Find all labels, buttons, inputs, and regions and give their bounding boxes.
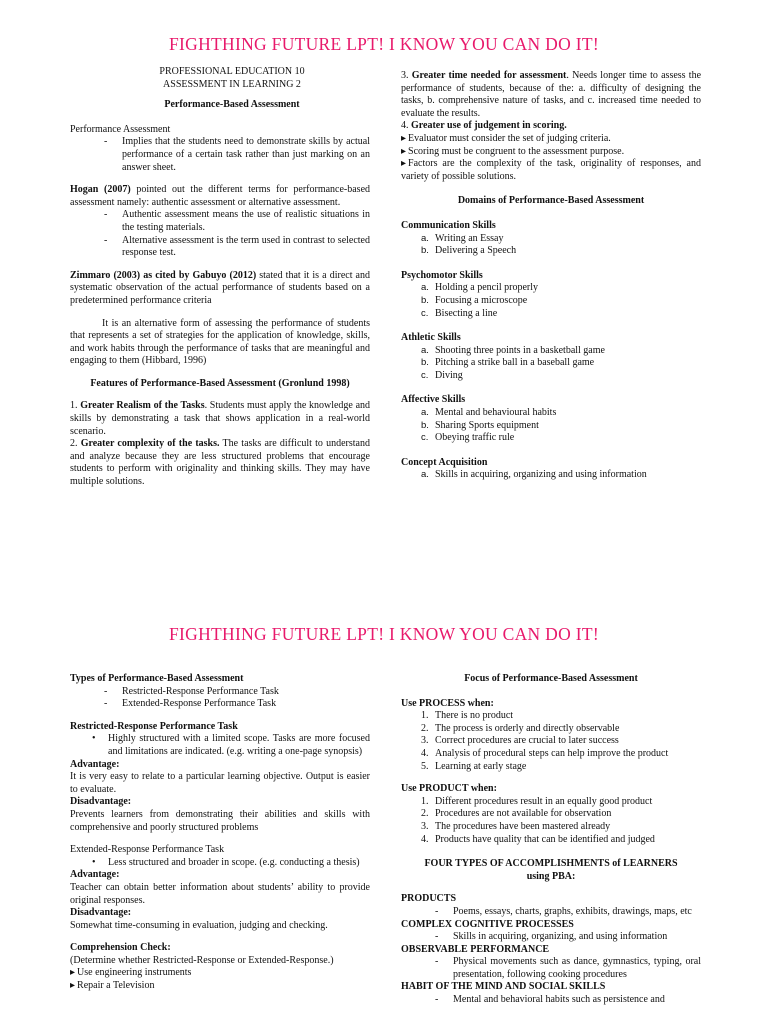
- item-marker: a.: [421, 469, 429, 481]
- item-number: 3.: [421, 735, 429, 747]
- list-item: - Skills in acquiring, organizing, and using information: [453, 931, 701, 944]
- accomplishment-title: PRODUCTS: [401, 893, 457, 905]
- pa-label: Performance Assessment: [70, 123, 171, 135]
- item-marker: b.: [421, 294, 429, 306]
- item-number: 4.: [421, 833, 429, 845]
- domain-items: [401, 407, 701, 445]
- feature-text: . Needs longer time to assess the performance of students, because of the: a. difficulty of designing the tasks, b. comprehensive nature of tasks, and c. increased time needed to evaluate the results.: [401, 70, 702, 119]
- types-list: [70, 686, 370, 711]
- item-text: The procedures have been mastered already: [435, 820, 611, 832]
- feature-number: 4.: [401, 120, 409, 132]
- page2-left-column: [70, 673, 370, 993]
- product-title: Use PRODUCT when:: [401, 783, 497, 795]
- list-item: • Highly structured with a limited scope. Tasks are more focused and limitations are indicated. (e.g. writing a one-page synopsis): [108, 733, 370, 758]
- list-item: [421, 245, 701, 258]
- item-number: 1.: [421, 795, 429, 807]
- feature-title: Greater time needed for assessment: [411, 70, 567, 81]
- item-text: Pitching a strike ball in a baseball game: [435, 357, 595, 369]
- accomplishments-list: [401, 893, 701, 1006]
- advantage-label: Advantage:: [70, 758, 120, 770]
- list-item: [421, 723, 701, 736]
- zimmaro-paragraph: [70, 270, 370, 308]
- er-advantage: Teacher can obtain better information about students’ ability to provide original responses.: [70, 881, 370, 906]
- item-marker: a.: [421, 344, 429, 356]
- item-marker: a.: [421, 407, 429, 419]
- list-item: [421, 295, 701, 308]
- course-title: PROFESSIONAL EDUCATION 10: [159, 66, 305, 77]
- item-marker: c.: [421, 369, 429, 381]
- accomplishment-items: [401, 931, 701, 944]
- list-item: - Extended-Response Performance Task: [122, 698, 370, 711]
- feature-3: [401, 70, 701, 120]
- list-item: [421, 808, 701, 821]
- list-item: - Physical movements such as dance, gymnastics, typing, oral presentation, following cooking procedures: [453, 956, 701, 981]
- item-text: Sharing Sports equipment: [435, 419, 539, 431]
- er-list: [70, 857, 370, 870]
- product-list: [401, 796, 701, 846]
- list-item: - Implies that the students need to demonstrate skills by actual performance of a certain task rather than just marking on an answer sheet.: [122, 136, 370, 174]
- feature-title: Greater Realism of the Tasks: [80, 400, 205, 412]
- rr-disadvantage: Prevents learners from demonstrating their abilities and skills with comprehensive and poorly structured problems: [70, 808, 370, 833]
- list-item: [421, 370, 701, 383]
- domain-items: [401, 345, 701, 383]
- types-title: Types of Performance-Based Assessment: [70, 673, 244, 684]
- pa-list: [70, 136, 370, 174]
- alt-form-paragraph: It is an alternative form of assessing the performance of students that represents a set of strategies for the application of knowledge, skills, and work habits through the performance of tasks that are meaningful and engaging to them (Hibbard, 1996): [70, 317, 370, 367]
- accomplishment-title: HABIT OF THE MIND AND SOCIAL SKILLS: [401, 981, 606, 993]
- list-item: [421, 748, 701, 761]
- domains-list: [401, 220, 701, 482]
- accomplishment-title: COMPLEX COGNITIVE PROCESSES: [401, 918, 574, 930]
- domain-items: [401, 469, 701, 482]
- item-text: Learning at early stage: [435, 760, 527, 772]
- hogan-text: pointed out the different terms for performance-based assessment namely: authentic assessment or alternative assessment.: [70, 184, 371, 208]
- focus-title: Focus of Performance-Based Assessment: [464, 673, 638, 684]
- zimmaro-name: Zimmaro (2003) as cited by Gabuyo (2012): [70, 269, 257, 281]
- rr-advantage: It is very easy to relate to a particular learning objective. Output is easier to evaluate.: [70, 771, 370, 795]
- list-item: [421, 420, 701, 433]
- item-text: Obeying traffic rule: [435, 432, 515, 444]
- item-number: 4.: [421, 747, 429, 759]
- check-item: ▸ Use engineering instruments: [70, 967, 370, 980]
- item-text: The process is orderly and directly observable: [435, 722, 620, 734]
- item-text: Delivering a Speech: [435, 245, 517, 257]
- list-item: [421, 710, 701, 723]
- four-types-title: FOUR TYPES OF ACCOMPLISHMENTS of LEARNERS: [424, 858, 678, 870]
- feature-2: [70, 438, 370, 488]
- check-item: ▸ Repair a Television: [70, 980, 370, 993]
- item-number: 3.: [421, 820, 429, 832]
- list-item: [421, 796, 701, 809]
- item-number: 2.: [421, 808, 429, 820]
- page1-right-column: [401, 70, 701, 482]
- domain-items: [401, 282, 701, 320]
- domain-title: Concept Acquisition: [401, 456, 488, 468]
- disadvantage-label: Disadvantage:: [70, 907, 132, 919]
- zimmaro-text: stated that it is a direct and systematic observation of the actual performance of students based on a predetermined performance criteria: [70, 269, 370, 306]
- item-text: Procedures are not available for observation: [435, 808, 612, 820]
- domain-items: [401, 233, 701, 258]
- item-marker: a.: [421, 232, 429, 244]
- list-item: - Authentic assessment means the use of realistic situations in the testing materials.: [122, 209, 370, 234]
- advantage-label: Advantage:: [70, 869, 120, 881]
- item-text: Different procedures result in an equally good product: [435, 795, 653, 807]
- item-text: Shooting three points in a basketball game: [435, 344, 605, 356]
- item-text: Bisecting a line: [435, 307, 498, 319]
- list-item: - Mental and behavioral habits such as persistence and: [453, 994, 701, 1007]
- feature-number: 2.: [70, 438, 78, 450]
- accomplishment-title: OBSERVABLE PERFORMANCE: [401, 943, 550, 955]
- process-list: [401, 710, 701, 773]
- list-item: - Restricted-Response Performance Task: [122, 686, 370, 699]
- rr-title: Restricted-Response Performance Task: [70, 720, 238, 732]
- item-number: 5.: [421, 760, 429, 772]
- hogan-list: [70, 209, 370, 259]
- hogan-paragraph: [70, 184, 370, 209]
- item-marker: b.: [421, 419, 429, 431]
- item-marker: b.: [421, 357, 429, 369]
- page1-banner: FIGHTHING FUTURE LPT! I KNOW YOU CAN DO IT!: [169, 34, 599, 54]
- feature-number: 3.: [401, 70, 409, 81]
- item-text: Writing an Essay: [435, 232, 504, 244]
- item-text: Correct procedures are crucial to later success: [435, 735, 619, 747]
- process-title: Use PROCESS when:: [401, 697, 494, 709]
- disadvantage-label: Disadvantage:: [70, 796, 132, 808]
- item-text: Mental and behavioural habits: [435, 407, 557, 419]
- list-item: [421, 407, 701, 420]
- four-types-subtitle: using PBA:: [526, 870, 576, 882]
- item-text: Focusing a microscope: [435, 294, 528, 306]
- page1-left-column: [70, 66, 370, 489]
- list-item: [421, 233, 701, 246]
- list-item: [421, 282, 701, 295]
- item-text: Products have quality that can be identified and judged: [435, 833, 655, 845]
- item-text: Analysis of procedural steps can help improve the product: [435, 747, 669, 759]
- er-disadvantage: Somewhat time-consuming in evaluation, judging and checking.: [70, 919, 328, 931]
- item-marker: c.: [421, 307, 429, 319]
- item-text: Holding a pencil properly: [435, 282, 539, 294]
- accomplishment-items: [401, 994, 701, 1007]
- page2-banner: FIGHTHING FUTURE LPT! I KNOW YOU CAN DO IT!: [169, 624, 599, 644]
- hogan-name: Hogan (2007): [70, 184, 131, 196]
- feature-text: . Students must apply the knowledge and skills by demonstrating a task that shows application in a real-world scenario.: [70, 400, 371, 437]
- feature-number: 1.: [70, 400, 78, 412]
- section-title: Performance-Based Assessment: [164, 99, 300, 111]
- domain-title: Athletic Skills: [401, 332, 461, 344]
- feature-title: Greater use of judgement in scoring.: [411, 120, 567, 132]
- item-marker: b.: [421, 245, 429, 257]
- domain-title: Affective Skills: [401, 394, 466, 406]
- list-item: - Poems, essays, charts, graphs, exhibits, drawings, maps, etc: [453, 906, 701, 919]
- domain-title: Communication Skills: [401, 219, 496, 231]
- accomplishment-items: [401, 906, 701, 919]
- feature-text: The tasks are difficult to understand and analyze because they are less structured problems that encourage students to perform with originality and thinking skills. They may have multiple solutions.: [70, 438, 370, 488]
- feature-1: [70, 400, 370, 438]
- er-title: Extended-Response Performance Task: [70, 844, 225, 856]
- item-marker: c.: [421, 432, 429, 444]
- check-title: Comprehension Check:: [70, 942, 171, 954]
- check-text: (Determine whether Restricted-Response or Extended-Response.): [70, 954, 334, 966]
- item-text: Diving: [435, 369, 463, 381]
- list-item: [421, 834, 701, 847]
- feature-4: [401, 120, 701, 133]
- list-item: [421, 469, 701, 482]
- domain-title: Psychomotor Skills: [401, 269, 483, 281]
- criteria-item: ▸ Factors are the complexity of the task, originality of responses, and variety of possible solutions.: [401, 158, 701, 183]
- item-text: There is no product: [435, 710, 514, 722]
- subject-title: ASSESSMENT IN LEARNING 2: [163, 78, 301, 90]
- list-item: [421, 432, 701, 445]
- list-item: [421, 357, 701, 370]
- criteria-item: ▸ Evaluator must consider the set of judging criteria.: [401, 133, 701, 146]
- item-number: 1.: [421, 710, 429, 722]
- list-item: [421, 761, 701, 774]
- list-item: [421, 308, 701, 321]
- page2-right-column: [401, 673, 701, 1007]
- item-marker: a.: [421, 282, 429, 294]
- item-number: 2.: [421, 722, 429, 734]
- rr-list: [70, 733, 370, 758]
- list-item: [421, 821, 701, 834]
- domains-title: Domains of Performance-Based Assessment: [457, 195, 645, 207]
- list-item: [421, 735, 701, 748]
- list-item: - Alternative assessment is the term used in contrast to selected response test.: [122, 235, 370, 260]
- criteria-item: ▸ Scoring must be congruent to the assessment purpose.: [401, 146, 701, 159]
- list-item: [421, 345, 701, 358]
- accomplishment-items: [401, 956, 701, 981]
- features-title: Features of Performance-Based Assessment (Gronlund 1998): [90, 377, 350, 389]
- item-text: Skills in acquiring, organizing and using information: [435, 469, 647, 481]
- list-item: • Less structured and broader in scope. (e.g. conducting a thesis): [108, 857, 370, 870]
- feature-title: Greater complexity of the tasks.: [80, 438, 220, 450]
